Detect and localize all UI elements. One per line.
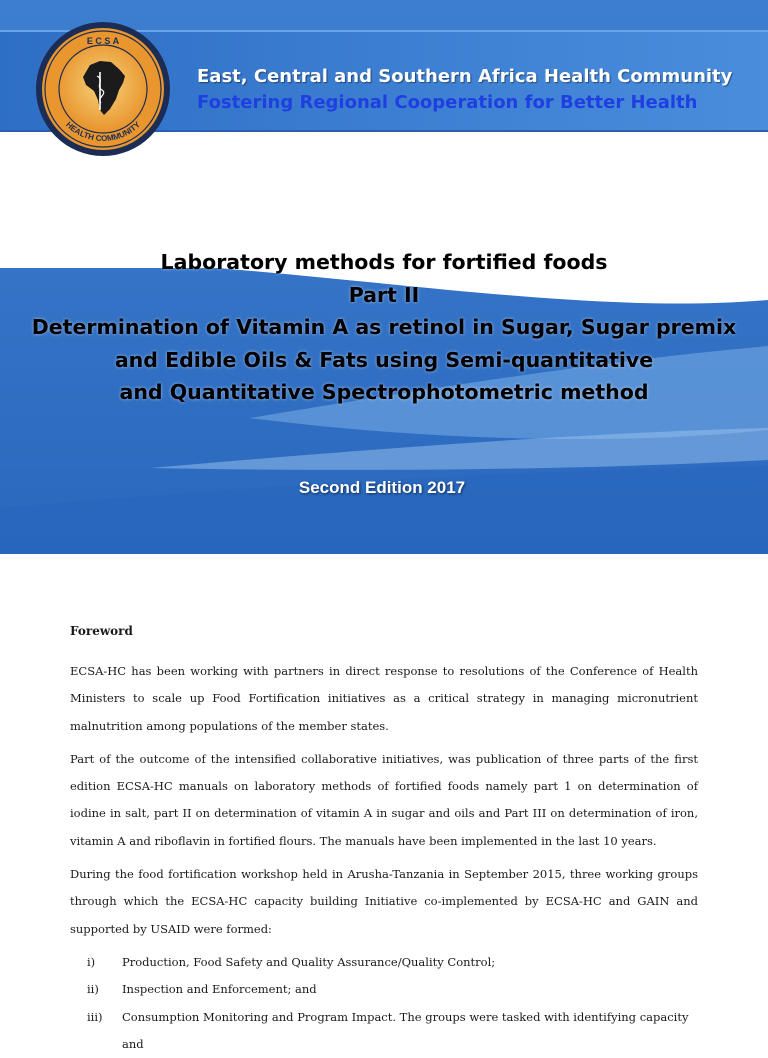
organization-name: East, Central and Southern Africa Health Community [197,66,733,87]
list-item [70,976,698,1003]
list-item-text: Inspection and Enforcement; and [122,982,317,997]
title-line: and Quantitative Spectrophotometric method [119,380,649,404]
title-line: Laboratory methods for fortified foods [160,250,608,274]
logo-ring-text: HEALTH COMMUNITY [64,120,142,144]
title-line: and Edible Oils & Fats using Semi-quantitative [114,347,654,372]
title-line: Part II [348,282,420,307]
list-item [70,949,698,976]
list-item-number: iii) [87,1009,103,1024]
working-groups-list [70,949,698,1058]
list-item-text: Consumption Monitoring and Program Impact. The groups were tasked with identifying capacity and [122,1009,689,1051]
edition-label: Second Edition 2017 [298,478,466,497]
foreword-paragraph: ECSA-HC has been working with partners in direct response to resolutions of the Conference of Health Ministers to scale up Food Fortification initiatives as a critical strategy in managing micronutrient malnutrition among populations of the member states. [70,664,698,733]
foreword-section [70,622,698,1058]
foreword-paragraph: During the food fortification workshop held in Arusha-Tanzania in September 2015, three working groups through which the ECSA-HC capacity building Initiative co-implemented by ECSA-HC and GAIN and supported by USAID were formed: [70,867,698,936]
foreword-paragraph: Part of the outcome of the intensified collaborative initiatives, was publication of three parts of the first edition ECSA-HC manuals on laboratory methods of fortified foods namely part 1 on determination of iodine in salt, part II on determination of vitamin A in sugar and oils and Part III on determination of iron, vitamin A and riboflavin in fortified flours. The manuals have been implemented in the last 10 years. [70,751,698,848]
title-line: Determination of Vitamin A as retinol in Sugar, Sugar premix [31,315,737,339]
document-title [0,246,768,409]
ecsa-logo-lettering [34,20,172,158]
list-item [70,1004,698,1058]
ecsa-logo [34,20,172,158]
logo-top-text: E C S A [86,36,120,46]
list-item-text: Production, Food Safety and Quality Assurance/Quality Control; [122,954,496,969]
organization-tagline: Fostering Regional Cooperation for Better Health [197,92,698,113]
list-item-number: i) [87,954,96,969]
svg-text:HEALTH COMMUNITY [64,120,142,143]
list-item-number: ii) [87,982,99,997]
foreword-heading: Foreword [70,624,133,638]
